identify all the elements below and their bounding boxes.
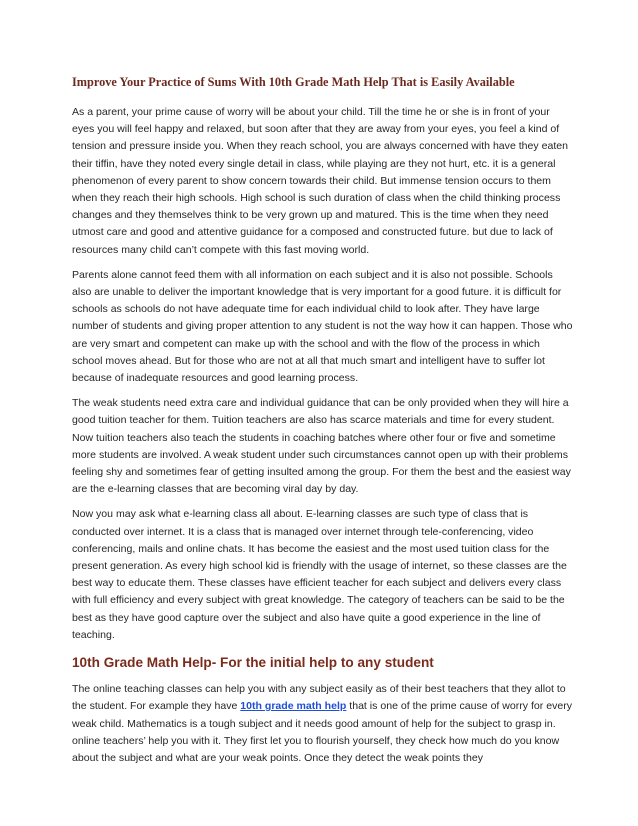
document-title: Improve Your Practice of Sums With 10th Grade Math Help That is Easily Available xyxy=(72,75,515,89)
paragraph-5-text-after-link: that is one of the prime cause of worry for every weak child. Mathematics is a tough subject and it needs good amount of help for the subject to grasp in. online teachers’ help you with it. They first let you to flourish yourself, they check how much do you know about the subject and what are your weak points. Once they detect the weak points they xyxy=(72,700,573,764)
paragraph-2: Parents alone cannot feed them with all information on each subject and it is also not possible. Schools also are unable to deliver the important knowledge that is very important for a good future. it is difficult for schools as schools do not have adequate time for each individual child to look after. They have large number of students and giving proper attention to any student is not the way how it can happen. Those who are very smart and competent can make up with the school and with the flow of the process in which school moves ahead. But for those who are not at all that much smart and intelligent have to suffer lot because of inadequate resources and good learning process. xyxy=(72,268,573,385)
section-heading: 10th Grade Math Help- For the initial help to any student xyxy=(72,655,434,671)
paragraph-5-text-before-link: The online teaching classes can help you with any subject easily as of their best teachers that they allot to the student. For example they have xyxy=(72,683,566,713)
math-help-link[interactable]: 10th grade math help xyxy=(240,700,347,713)
paragraph-4: Now you may ask what e-learning class all about. E-learning classes are such type of class that is conducted over internet. It is a class that is managed over internet through tele-conferencing, video conferencing, mails and online chats. It has become the easiest and the most used tuition class for the present generation. As every high school kid is friendly with the usage of internet, so these classes are the best way to educate them. These classes have efficient teacher for each subject and delivers every class with full efficiency and every subject with great knowledge. The category of teachers can be said to be the best as they have good capture over the subject and also have quite a good experience in the line of teaching. xyxy=(72,508,567,641)
paragraph-1: As a parent, your prime cause of worry will be about your child. Till the time he or she is in front of your eyes you will feel happy and relaxed, but soon after that they are away from your eyes, you feel a kind of tension and pressure inside you. When they reach school, you are always concerned with have they eaten their tiffin, have they noted every single detail in class, while playing are they not hurt, etc. it is a general phenomenon of every parent to show concern towards their child. But immense tension occurs to them when they reach their high schools. High school is such duration of class when the child thinking process changes and they themselves think to be very grown up and matured. This is the time when they need utmost care and good and attentive guidance for a composed and constructed future. but due to lack of resources many child can’t compete with this fast moving world. xyxy=(72,106,568,256)
paragraph-3: The weak students need extra care and individual guidance that can be only provided when they will hire a good tuition teacher for them. Tuition teachers are also has scarce materials and time for every student. Now tuition teachers also teach the students in coaching batches where other four or five and sometime more students are involved. A weak student under such circumstances cannot open up with their problems feeling shy and sometimes fear of getting insulted among the group. For them the best and the easiest way are the e-learning classes that are becoming viral day by day. xyxy=(72,397,571,496)
paragraph-5 xyxy=(72,681,573,767)
